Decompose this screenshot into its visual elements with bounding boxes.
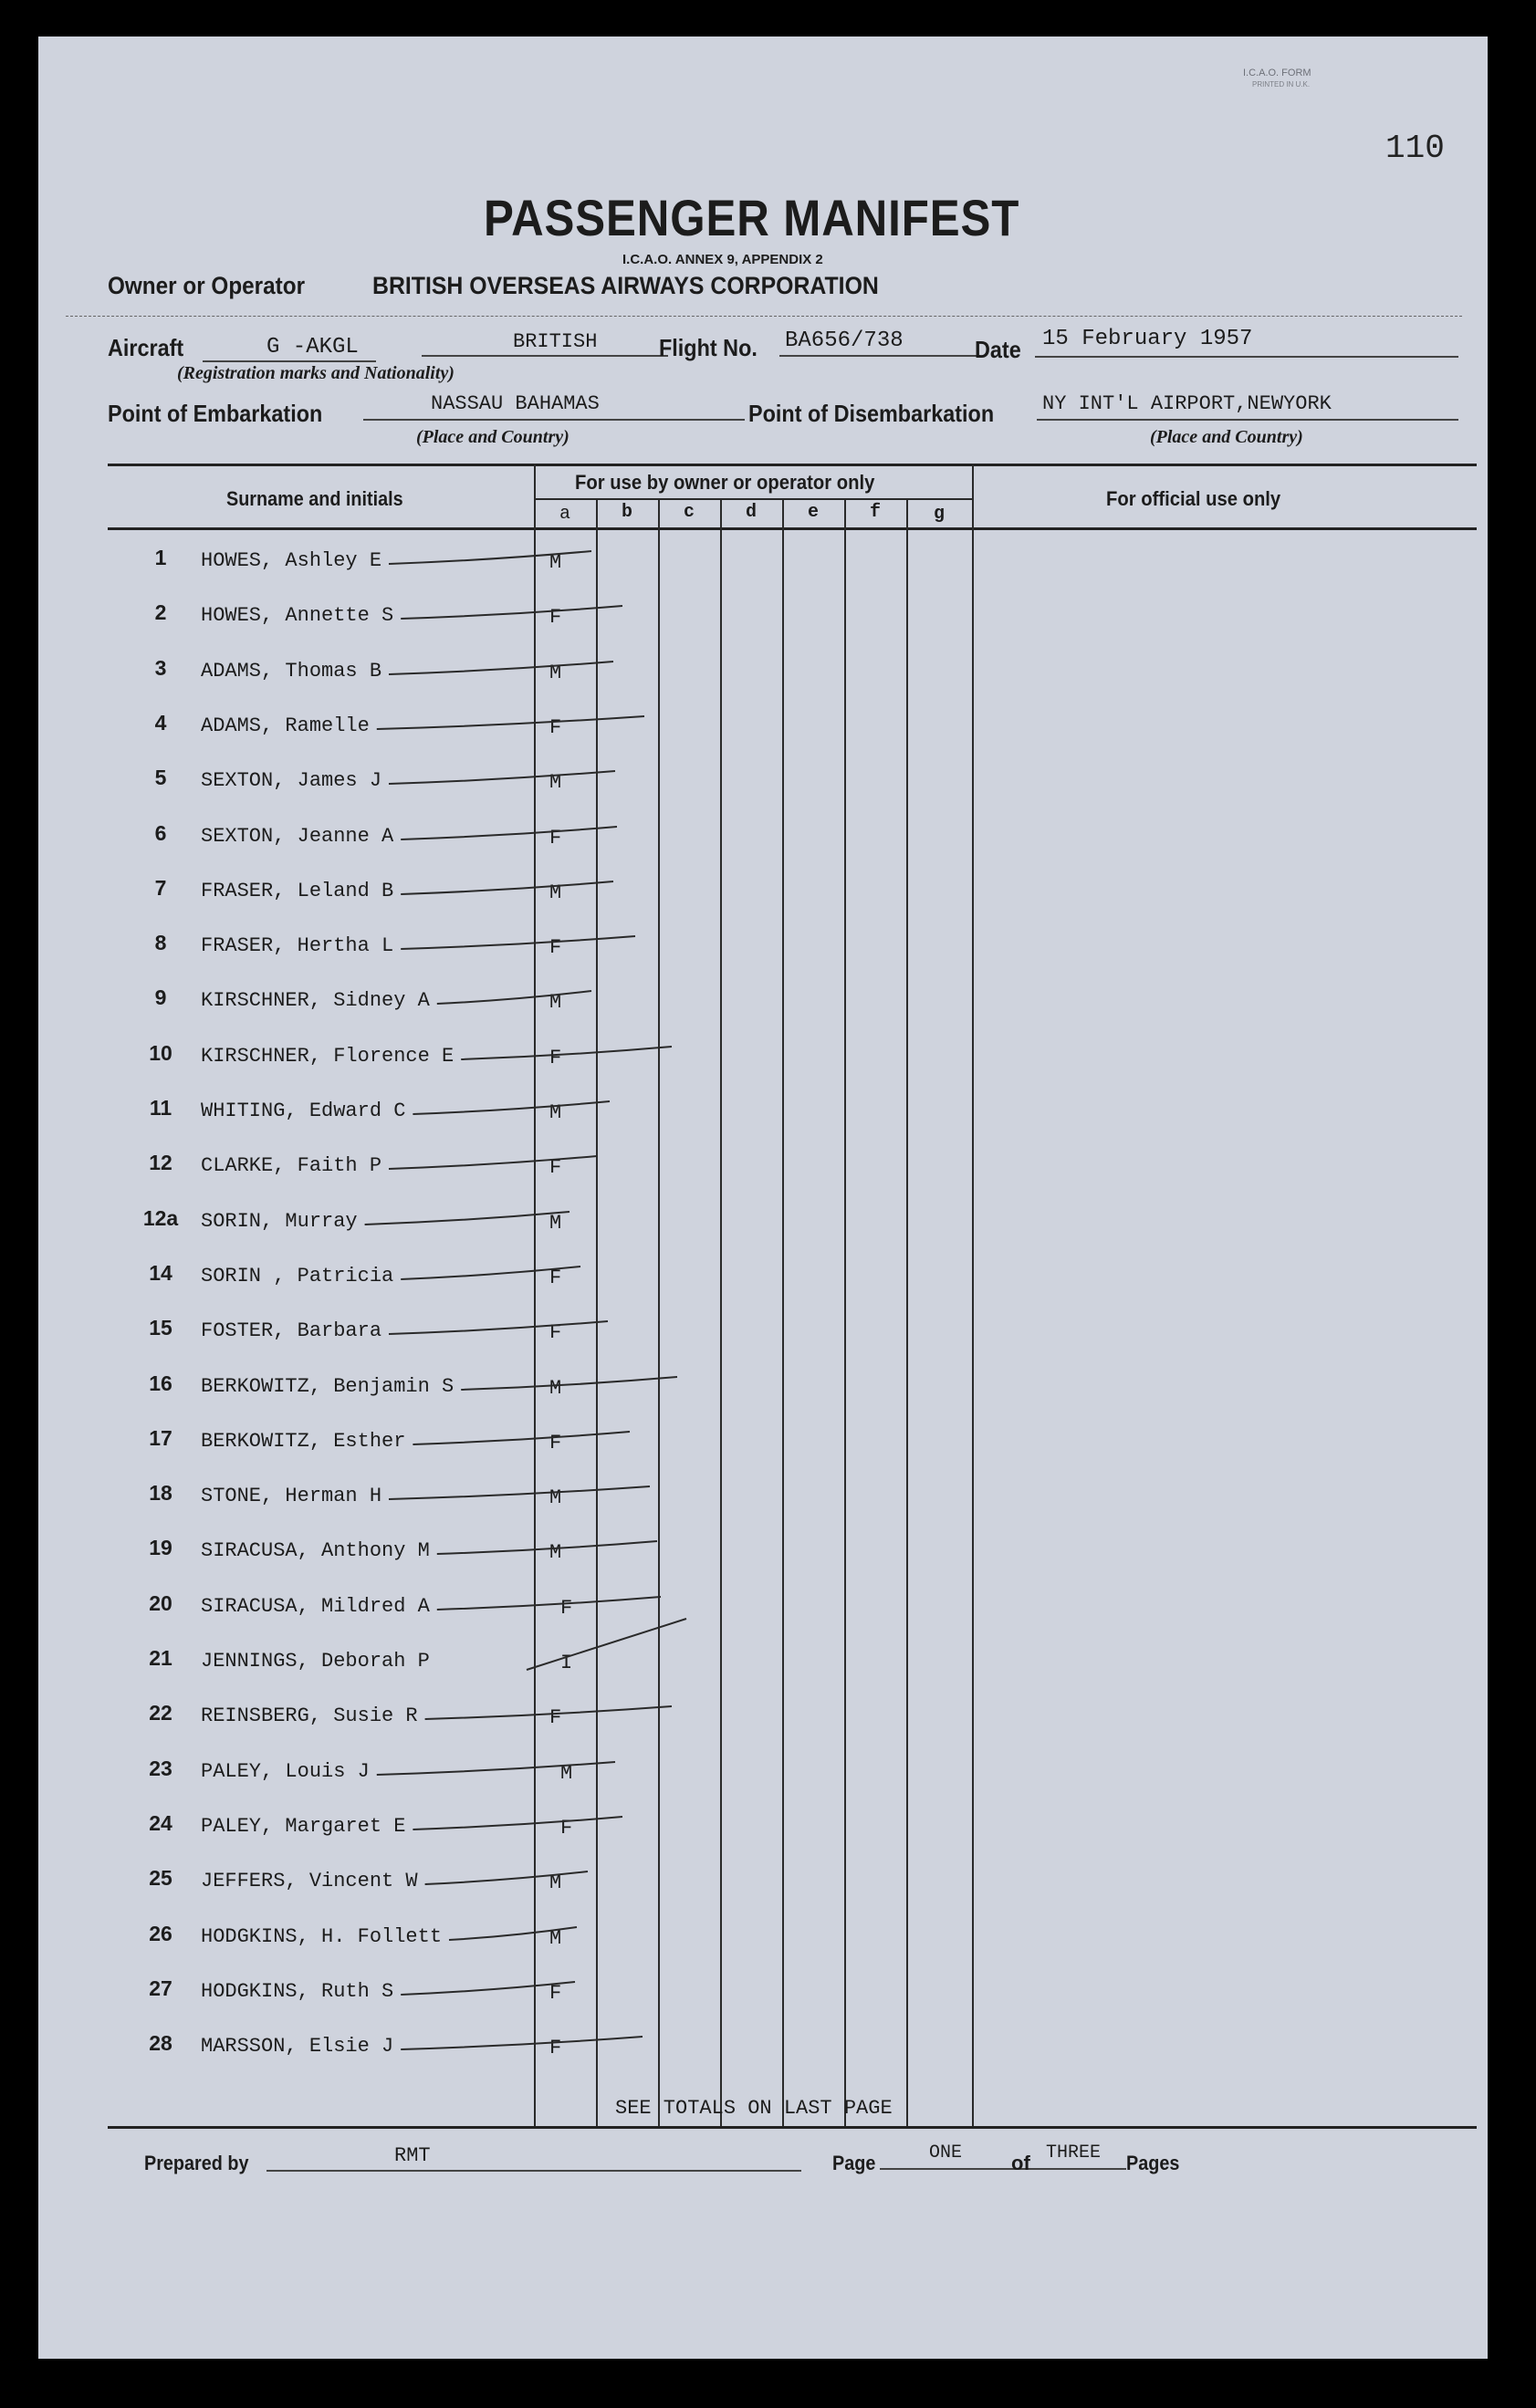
of-underline	[1039, 2168, 1126, 2170]
passenger-name: SIRACUSA, Mildred A	[201, 1595, 430, 1618]
tick-stroke	[365, 1212, 569, 1225]
passenger-name: SEXTON, Jeanne A	[201, 825, 394, 848]
tick-stroke	[413, 1817, 622, 1829]
row-number: 24	[149, 1811, 172, 1835]
subcol-c: c	[684, 502, 695, 523]
column-a-value: I	[560, 1652, 573, 1674]
tick-stroke	[401, 881, 613, 894]
passenger-name: CLARKE, Faith P	[201, 1154, 382, 1177]
tick-stroke	[389, 1321, 608, 1334]
aircraft-nationality: BRITISH	[513, 330, 598, 353]
row-number: 18	[149, 1481, 172, 1505]
passenger-name: ADAMS, Ramelle	[201, 714, 370, 737]
page-value: ONE	[929, 2142, 963, 2163]
embarkation-label: Point of Embarkation	[108, 400, 323, 427]
tick-stroke	[389, 1486, 650, 1499]
row-number: 25	[149, 1866, 172, 1890]
manifest-page	[38, 36, 1488, 2359]
passenger-name: HODGKINS, Ruth S	[201, 1980, 394, 2003]
row-number: 12	[149, 1151, 172, 1174]
row-number: 16	[149, 1371, 172, 1395]
tick-stroke	[449, 1927, 577, 1940]
page-subtitle: I.C.A.O. ANNEX 9, APPENDIX 2	[622, 252, 823, 267]
row-number: 14	[149, 1261, 172, 1285]
passenger-name: WHITING, Edward C	[201, 1100, 406, 1122]
column-a-value: F	[549, 1432, 562, 1454]
tick-stroke	[425, 1871, 588, 1884]
row-number: 26	[149, 1922, 172, 1945]
tick-stroke	[401, 1267, 580, 1279]
tick-stroke	[401, 606, 622, 619]
column-a-value: M	[549, 1541, 562, 1564]
passenger-name: JEFFERS, Vincent W	[201, 1870, 418, 1892]
flight-number: BA656/738	[785, 328, 904, 353]
passenger-name: JENNINGS, Deborah P	[201, 1650, 430, 1673]
column-a-value: F	[549, 1047, 562, 1069]
page-number: 110	[1385, 130, 1445, 167]
row-number: 9	[154, 985, 167, 1009]
tick-stroke	[413, 1432, 630, 1444]
row-number: 5	[154, 766, 167, 789]
flight-label: Flight No.	[659, 334, 758, 361]
column-a-value: M	[549, 662, 562, 684]
column-a-value: F	[549, 827, 562, 850]
column-a-value: F	[549, 2037, 562, 2059]
column-a-value: M	[549, 1871, 562, 1894]
column-a-value: M	[549, 1377, 562, 1400]
subcol-g: g	[934, 504, 946, 525]
embarkation-sublabel: (Place and Country)	[416, 427, 569, 447]
of-value: THREE	[1046, 2142, 1102, 2163]
column-a-value: F	[560, 1597, 573, 1620]
aircraft-label: Aircraft	[108, 334, 184, 361]
passenger-name: STONE, Herman H	[201, 1485, 382, 1507]
column-a-value: M	[560, 1762, 573, 1785]
passenger-name: BERKOWITZ, Benjamin S	[201, 1375, 455, 1398]
subcol-a: a	[559, 504, 571, 525]
tick-stroke	[527, 1619, 686, 1670]
passenger-name: PALEY, Louis J	[201, 1760, 370, 1783]
passenger-name: KIRSCHNER, Sidney A	[201, 989, 430, 1012]
subcol-b: b	[622, 502, 633, 523]
subcol-f: f	[870, 502, 882, 523]
passenger-name: SORIN , Patricia	[201, 1265, 394, 1287]
row-number: 27	[149, 1976, 172, 2000]
surname-column-header: Surname and initials	[226, 487, 403, 510]
passenger-name: ADAMS, Thomas B	[201, 660, 382, 683]
disembarkation-sublabel: (Place and Country)	[1150, 427, 1303, 447]
column-a-value: M	[549, 551, 562, 574]
row-number: 12a	[142, 1206, 179, 1230]
tick-stroke	[425, 1706, 672, 1719]
column-a-value: M	[549, 1212, 562, 1235]
owner-value: BRITISH OVERSEAS AIRWAYS CORPORATION	[372, 272, 879, 299]
row-number: 23	[149, 1756, 172, 1780]
column-a-value: F	[549, 1706, 562, 1729]
passenger-name: HODGKINS, H. Follett	[201, 1925, 443, 1948]
disembarkation-label: Point of Disembarkation	[748, 400, 995, 427]
passenger-name: MARSSON, Elsie J	[201, 2035, 394, 2058]
row-number: 3	[154, 656, 167, 680]
aircraft-sublabel: (Registration marks and Nationality)	[177, 363, 455, 383]
row-number: 7	[154, 876, 167, 900]
column-a-value: M	[549, 881, 562, 904]
date-value: 15 February 1957	[1042, 327, 1253, 351]
tick-stroke	[401, 936, 635, 949]
tick-stroke	[389, 1156, 597, 1169]
row-number: 8	[154, 931, 167, 954]
column-a-value: F	[560, 1817, 573, 1840]
passenger-name: SIRACUSA, Anthony M	[201, 1539, 430, 1562]
pages-label: Pages	[1126, 2152, 1180, 2174]
column-a-value: F	[549, 606, 562, 629]
row-number: 21	[149, 1646, 172, 1670]
totals-note: SEE TOTALS ON LAST PAGE	[615, 2097, 893, 2120]
passenger-name: HOWES, Ashley E	[201, 549, 382, 572]
tick-stroke	[389, 662, 613, 674]
column-a-value: F	[549, 936, 562, 959]
of-label: of	[1011, 2152, 1030, 2174]
column-a-value: F	[549, 716, 562, 739]
row-number: 2	[154, 600, 167, 624]
embarkation-value: NASSAU BAHAMAS	[431, 392, 600, 415]
row-number: 15	[149, 1316, 172, 1340]
owner-label: Owner or Operator	[108, 272, 306, 299]
date-label: Date	[975, 336, 1021, 363]
passenger-name: FOSTER, Barbara	[201, 1319, 382, 1342]
row-number: 17	[149, 1426, 172, 1450]
tick-stroke	[401, 2037, 643, 2049]
disembarkation-value: NY INT'L AIRPORT,NEWYORK	[1042, 392, 1332, 415]
passenger-name: FRASER, Leland B	[201, 880, 394, 902]
subcol-e: e	[808, 502, 820, 523]
passenger-name: BERKOWITZ, Esther	[201, 1430, 406, 1453]
aircraft-registration: G -AKGL	[266, 335, 359, 360]
corner-form-mark: I.C.A.O. FORM	[1243, 68, 1311, 78]
row-number: 20	[149, 1591, 172, 1615]
tick-stroke	[461, 1377, 677, 1390]
tick-stroke	[377, 716, 644, 729]
tick-stroke	[389, 771, 615, 784]
row-number: 22	[149, 1701, 172, 1725]
row-number: 6	[154, 821, 167, 845]
operator-use-header: For use by owner or operator only	[575, 471, 875, 494]
passenger-name: PALEY, Margaret E	[201, 1815, 406, 1838]
official-use-header: For official use only	[1106, 487, 1281, 510]
column-a-value: M	[549, 1101, 562, 1124]
tick-stroke	[437, 991, 591, 1004]
prepared-by-underline	[266, 2170, 801, 2172]
tick-stroke	[377, 1762, 615, 1775]
passenger-name: SEXTON, James J	[201, 769, 382, 792]
column-a-value: M	[549, 991, 562, 1014]
subcol-d: d	[746, 502, 758, 523]
column-a-value: M	[549, 1486, 562, 1509]
tick-stroke	[437, 1541, 657, 1554]
prepared-by-label: Prepared by	[144, 2152, 249, 2174]
passenger-name: KIRSCHNER, Florence E	[201, 1045, 455, 1068]
row-number: 1	[154, 546, 167, 569]
column-a-value: F	[549, 1982, 562, 2005]
tick-stroke	[437, 1597, 661, 1610]
tick-stroke	[461, 1047, 672, 1059]
page-label: Page	[832, 2152, 876, 2174]
tick-stroke	[413, 1101, 610, 1114]
passenger-name: HOWES, Annette S	[201, 604, 394, 627]
passenger-name: REINSBERG, Susie R	[201, 1704, 418, 1727]
row-number: 10	[149, 1041, 172, 1065]
row-number: 4	[154, 711, 167, 735]
column-a-value: F	[549, 1156, 562, 1179]
row-number: 28	[149, 2031, 172, 2055]
column-a-value: F	[549, 1267, 562, 1289]
passenger-name: SORIN, Murray	[201, 1210, 358, 1233]
column-a-value: M	[549, 1927, 562, 1950]
tick-stroke	[401, 1982, 575, 1995]
row-number: 11	[149, 1096, 172, 1120]
corner-form-mark-sub: PRINTED IN U.K.	[1252, 80, 1311, 89]
column-a-value: F	[549, 1321, 562, 1344]
tick-stroke	[389, 551, 591, 564]
page-title: PASSENGER MANIFEST	[484, 189, 1020, 246]
passenger-name: FRASER, Hertha L	[201, 934, 394, 957]
checkmark-strokes	[38, 36, 1488, 2359]
tick-stroke	[401, 827, 617, 839]
row-number: 19	[149, 1536, 172, 1559]
column-a-value: M	[549, 771, 562, 794]
prepared-by-value: RMT	[394, 2144, 431, 2167]
table-bottom-rule	[108, 2126, 1477, 2129]
